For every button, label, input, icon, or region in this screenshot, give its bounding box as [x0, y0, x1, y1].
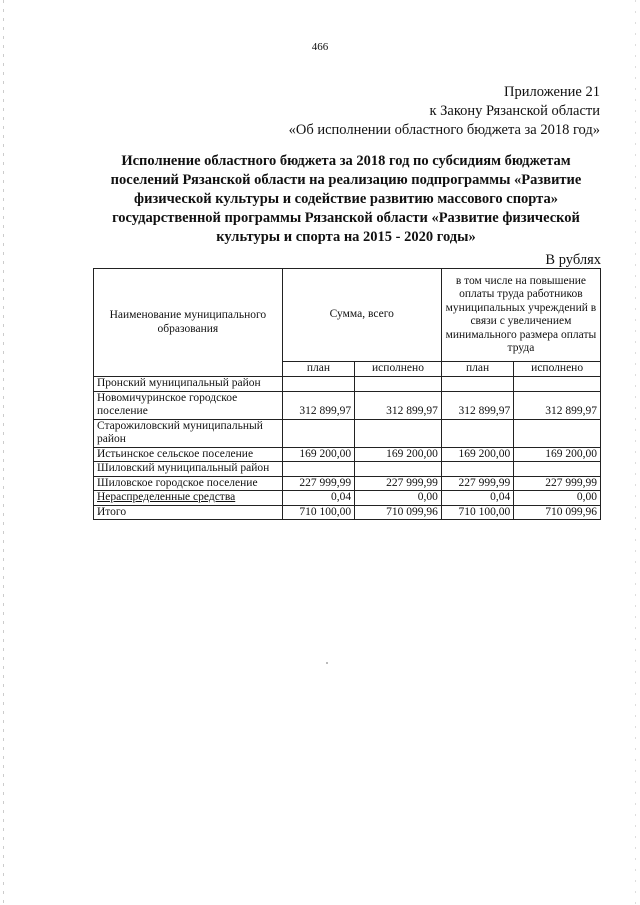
row-plan-including: 169 200,00 [441, 447, 513, 462]
row-done-including: 710 099,96 [514, 505, 601, 520]
header-plan-total: план [282, 362, 354, 377]
row-name: Истьинское сельское поселение [94, 447, 283, 462]
row-plan: 227 999,99 [282, 476, 354, 491]
table-row [94, 462, 601, 477]
row-plan: 169 200,00 [282, 447, 354, 462]
row-plan-including: 0,04 [441, 491, 513, 506]
table-row [94, 391, 601, 419]
title-line-5: культуры и спорта на 2015 - 2020 годы» [216, 229, 476, 245]
appendix-block [289, 83, 600, 140]
row-plan-including: 227 999,99 [441, 476, 513, 491]
row-done-including [514, 377, 601, 392]
row-done [355, 419, 442, 447]
row-plan-including: 312 899,97 [441, 391, 513, 419]
row-done: 710 099,96 [355, 505, 442, 520]
table-row [94, 447, 601, 462]
row-done: 312 899,97 [355, 391, 442, 419]
header-municipality: Наименование муниципального образования [94, 269, 283, 377]
title-line-3: физической культуры и содействие развитию массового спорта» [134, 191, 558, 207]
header-including: в том числе на повышение оплаты труда работников муниципальных учреждений в связи с увеличением минимального размера оплаты труда [441, 269, 600, 362]
row-plan [282, 462, 354, 477]
header-total: Сумма, всего [282, 269, 441, 362]
row-done-including: 0,00 [514, 491, 601, 506]
scan-edge-right [635, 0, 636, 905]
row-name: Шиловское городское поселение [94, 476, 283, 491]
scan-speck [326, 662, 328, 664]
row-plan: 0,04 [282, 491, 354, 506]
row-plan: 312 899,97 [282, 391, 354, 419]
appendix-line-3: «Об исполнении областного бюджета за 2018 год» [288, 122, 600, 138]
row-name: Шиловский муниципальный район [94, 462, 283, 477]
row-plan [282, 419, 354, 447]
table-row-total [94, 505, 601, 520]
row-done: 227 999,99 [355, 476, 442, 491]
title-line-1: Исполнение областного бюджета за 2018 год по субсидиям бюджетам [121, 153, 571, 169]
row-name: Итого [94, 505, 283, 520]
row-done-including: 227 999,99 [514, 476, 601, 491]
header-done-including: исполнено [514, 362, 601, 377]
document-title [92, 152, 600, 247]
row-name: Пронский муниципальный район [94, 377, 283, 392]
row-done: 169 200,00 [355, 447, 442, 462]
table-row [94, 476, 601, 491]
budget-table [93, 268, 601, 520]
row-done-including [514, 419, 601, 447]
row-plan-including: 710 100,00 [441, 505, 513, 520]
table-row [94, 377, 601, 392]
title-line-4: государственной программы Рязанской области «Развитие физической [112, 210, 580, 226]
row-name: Нераспределенные средства [94, 491, 283, 506]
table-row [94, 419, 601, 447]
row-name: Старожиловский муниципальный район [94, 419, 283, 447]
row-done: 0,00 [355, 491, 442, 506]
units-label: В рублях [545, 252, 601, 268]
row-done-including: 312 899,97 [514, 391, 601, 419]
appendix-line-2: к Закону Рязанской области [429, 103, 600, 119]
header-done-total: исполнено [355, 362, 442, 377]
header-plan-including: план [441, 362, 513, 377]
row-done [355, 377, 442, 392]
row-plan: 710 100,00 [282, 505, 354, 520]
row-plan [282, 377, 354, 392]
row-plan-including [441, 462, 513, 477]
page-number: 466 [311, 41, 329, 53]
title-line-2: поселений Рязанской области на реализацию подпрограммы «Развитие [110, 172, 582, 188]
row-plan-including [441, 419, 513, 447]
row-done-including: 169 200,00 [514, 447, 601, 462]
row-done [355, 462, 442, 477]
table-header-row [94, 269, 601, 362]
row-name: Новомичуринское городское поселение [94, 391, 283, 419]
row-plan-including [441, 377, 513, 392]
row-done-including [514, 462, 601, 477]
table-row-unallocated [94, 491, 601, 506]
appendix-line-1: Приложение 21 [504, 84, 600, 100]
scan-edge-left [3, 0, 4, 905]
